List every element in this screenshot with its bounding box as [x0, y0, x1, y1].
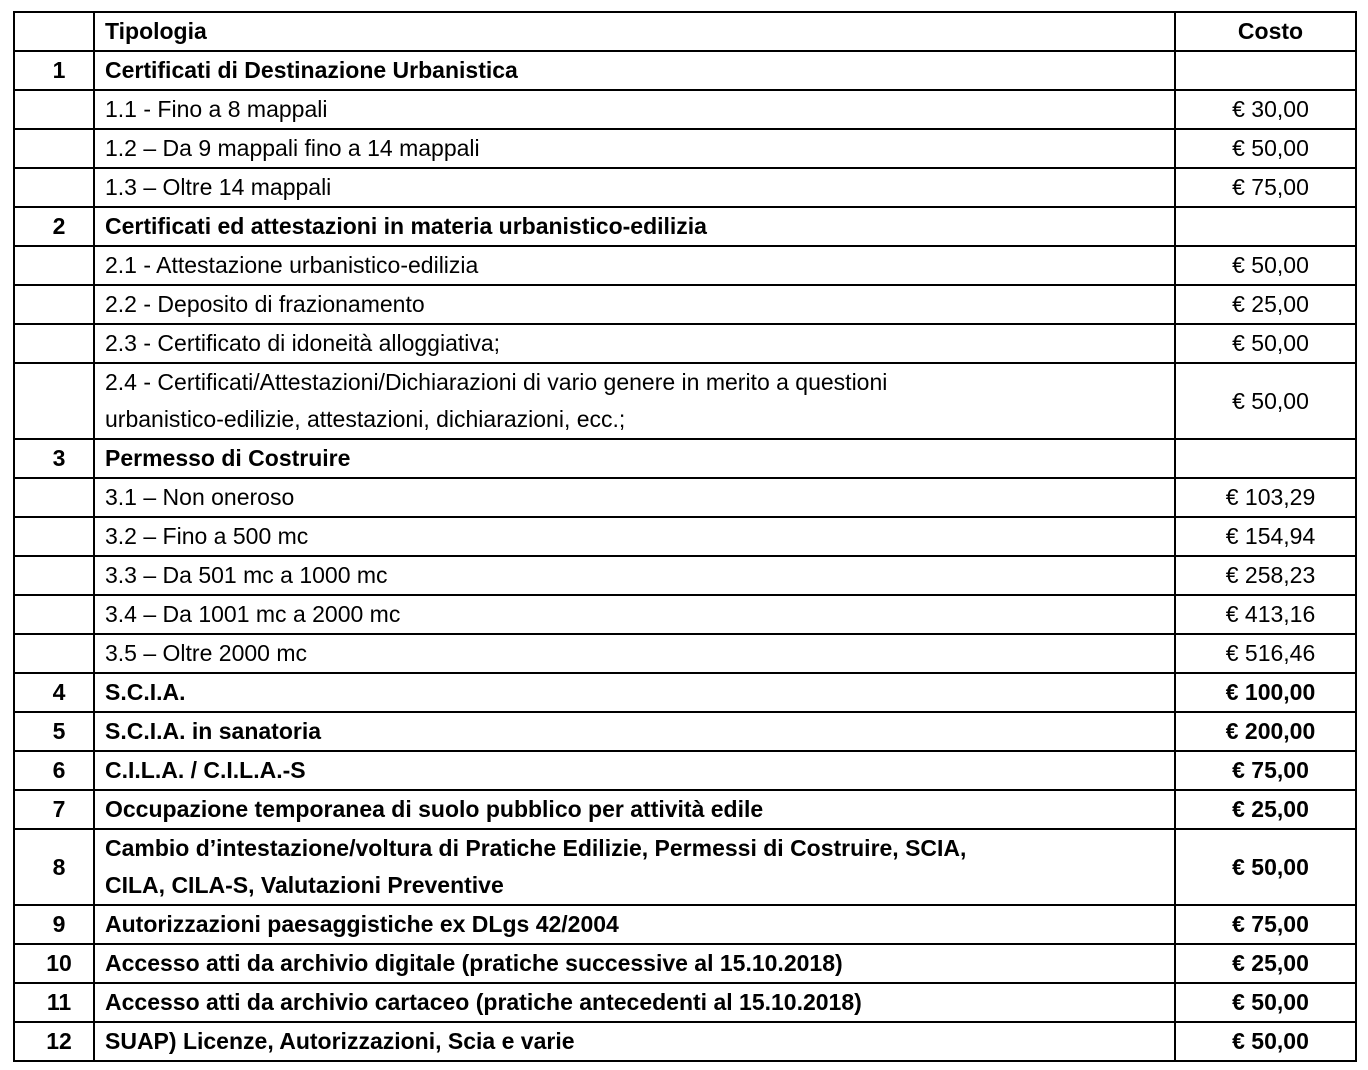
table-row [14, 634, 1356, 673]
row-cost: € 50,00 [1175, 324, 1356, 363]
row-description-line: urbanistico-edilizie, attestazioni, dichiarazioni, ecc.; [105, 406, 626, 432]
row-description-line: CILA, CILA-S, Valutazioni Preventive [105, 872, 504, 898]
header-row [14, 12, 1356, 51]
row-description-line: 3.2 – Fino a 500 mc [105, 523, 309, 549]
row-cost: € 25,00 [1175, 790, 1356, 829]
row-description-line: 3.5 – Oltre 2000 mc [105, 640, 307, 666]
row-description-line: Permesso di Costruire [105, 445, 351, 471]
table-row [14, 983, 1356, 1022]
row-number: 4 [14, 673, 94, 712]
row-description [94, 517, 1175, 556]
row-cost: € 516,46 [1175, 634, 1356, 673]
table-row [14, 363, 1356, 439]
row-description-line: 3.1 – Non oneroso [105, 484, 295, 510]
row-description-line: 2.2 - Deposito di frazionamento [105, 291, 425, 317]
row-description [94, 1022, 1175, 1061]
row-description [94, 790, 1175, 829]
row-cost: € 30,00 [1175, 90, 1356, 129]
table-row [14, 712, 1356, 751]
row-description [94, 363, 1175, 439]
row-cost: € 75,00 [1175, 905, 1356, 944]
table-row [14, 168, 1356, 207]
row-description [94, 634, 1175, 673]
table-row [14, 285, 1356, 324]
table-row [14, 439, 1356, 478]
table-row [14, 595, 1356, 634]
row-description [94, 829, 1175, 905]
table-row [14, 673, 1356, 712]
row-description-line: 1.1 - Fino a 8 mappali [105, 96, 328, 122]
row-description [94, 983, 1175, 1022]
row-number: 10 [14, 944, 94, 983]
table-row [14, 517, 1356, 556]
header-cost: Costo [1175, 12, 1356, 51]
row-number: 2 [14, 207, 94, 246]
table-row [14, 129, 1356, 168]
row-number [14, 363, 94, 439]
table-row [14, 478, 1356, 517]
row-cost: € 50,00 [1175, 983, 1356, 1022]
row-number [14, 246, 94, 285]
row-number [14, 90, 94, 129]
row-description [94, 905, 1175, 944]
row-description-line: C.I.L.A. / C.I.L.A.-S [105, 757, 306, 783]
fee-table [13, 11, 1357, 1062]
row-description [94, 324, 1175, 363]
row-number: 11 [14, 983, 94, 1022]
table-row [14, 905, 1356, 944]
row-cost [1175, 51, 1356, 90]
row-description [94, 556, 1175, 595]
row-description [94, 285, 1175, 324]
row-number [14, 324, 94, 363]
row-description-line: Certificati di Destinazione Urbanistica [105, 57, 518, 83]
row-cost: € 25,00 [1175, 285, 1356, 324]
row-cost [1175, 439, 1356, 478]
table-row [14, 207, 1356, 246]
table-row [14, 90, 1356, 129]
table-row [14, 324, 1356, 363]
row-description-line: 2.1 - Attestazione urbanistico-edilizia [105, 252, 479, 278]
row-description [94, 478, 1175, 517]
row-description [94, 129, 1175, 168]
table-row [14, 944, 1356, 983]
table-row [14, 829, 1356, 905]
row-cost [1175, 207, 1356, 246]
row-description [94, 90, 1175, 129]
row-description [94, 246, 1175, 285]
row-number [14, 634, 94, 673]
row-number: 8 [14, 829, 94, 905]
row-cost: € 75,00 [1175, 751, 1356, 790]
row-description [94, 439, 1175, 478]
row-description-line: 3.4 – Da 1001 mc a 2000 mc [105, 601, 401, 627]
row-cost: € 154,94 [1175, 517, 1356, 556]
row-description [94, 712, 1175, 751]
header-number [14, 12, 94, 51]
row-cost: € 100,00 [1175, 673, 1356, 712]
row-cost: € 258,23 [1175, 556, 1356, 595]
row-number: 3 [14, 439, 94, 478]
row-description [94, 51, 1175, 90]
row-description-line: Cambio d’intestazione/voltura di Pratiche Edilizie, Permessi di Costruire, SCIA, [105, 835, 967, 861]
table-row [14, 751, 1356, 790]
row-description-line: SUAP) Licenze, Autorizzazioni, Scia e varie [105, 1028, 575, 1054]
table-row [14, 790, 1356, 829]
row-description-line: 3.3 – Da 501 mc a 1000 mc [105, 562, 388, 588]
row-description-line: 1.2 – Da 9 mappali fino a 14 mappali [105, 135, 480, 161]
row-description [94, 207, 1175, 246]
row-cost: € 75,00 [1175, 168, 1356, 207]
row-number: 1 [14, 51, 94, 90]
table-row [14, 51, 1356, 90]
row-description-line: 1.3 – Oltre 14 mappali [105, 174, 332, 200]
row-description-line: Occupazione temporanea di suolo pubblico per attività edile [105, 796, 764, 822]
row-number [14, 517, 94, 556]
row-description-line: 2.4 - Certificati/Attestazioni/Dichiarazioni di vario genere in merito a questioni [105, 369, 888, 395]
table-row [14, 556, 1356, 595]
row-cost: € 50,00 [1175, 246, 1356, 285]
row-description-line: S.C.I.A. in sanatoria [105, 718, 321, 744]
row-description-line: Certificati ed attestazioni in materia urbanistico-edilizia [105, 213, 707, 239]
table-header [14, 12, 1356, 51]
row-cost: € 50,00 [1175, 1022, 1356, 1061]
header-typology: Tipologia [94, 12, 1175, 51]
row-number [14, 595, 94, 634]
row-cost: € 413,16 [1175, 595, 1356, 634]
row-cost: € 50,00 [1175, 829, 1356, 905]
row-description [94, 751, 1175, 790]
row-description-line: 2.3 - Certificato di idoneità alloggiativa; [105, 330, 501, 356]
row-description [94, 944, 1175, 983]
row-cost: € 103,29 [1175, 478, 1356, 517]
row-description-line: Accesso atti da archivio cartaceo (pratiche antecedenti al 15.10.2018) [105, 989, 862, 1015]
row-cost: € 50,00 [1175, 363, 1356, 439]
row-number [14, 285, 94, 324]
row-description-line: Accesso atti da archivio digitale (pratiche successive al 15.10.2018) [105, 950, 843, 976]
row-cost: € 200,00 [1175, 712, 1356, 751]
row-number: 5 [14, 712, 94, 751]
row-number: 6 [14, 751, 94, 790]
row-number [14, 478, 94, 517]
table-row [14, 246, 1356, 285]
row-cost: € 50,00 [1175, 129, 1356, 168]
row-description-line: S.C.I.A. [105, 679, 186, 705]
row-number [14, 129, 94, 168]
table-row [14, 1022, 1356, 1061]
row-description [94, 673, 1175, 712]
row-number [14, 168, 94, 207]
row-number: 7 [14, 790, 94, 829]
table-body [14, 51, 1356, 1061]
row-description-line: Autorizzazioni paesaggistiche ex DLgs 42/2004 [105, 911, 619, 937]
row-number [14, 556, 94, 595]
row-cost: € 25,00 [1175, 944, 1356, 983]
row-description [94, 168, 1175, 207]
row-description [94, 595, 1175, 634]
row-number: 9 [14, 905, 94, 944]
row-number: 12 [14, 1022, 94, 1061]
